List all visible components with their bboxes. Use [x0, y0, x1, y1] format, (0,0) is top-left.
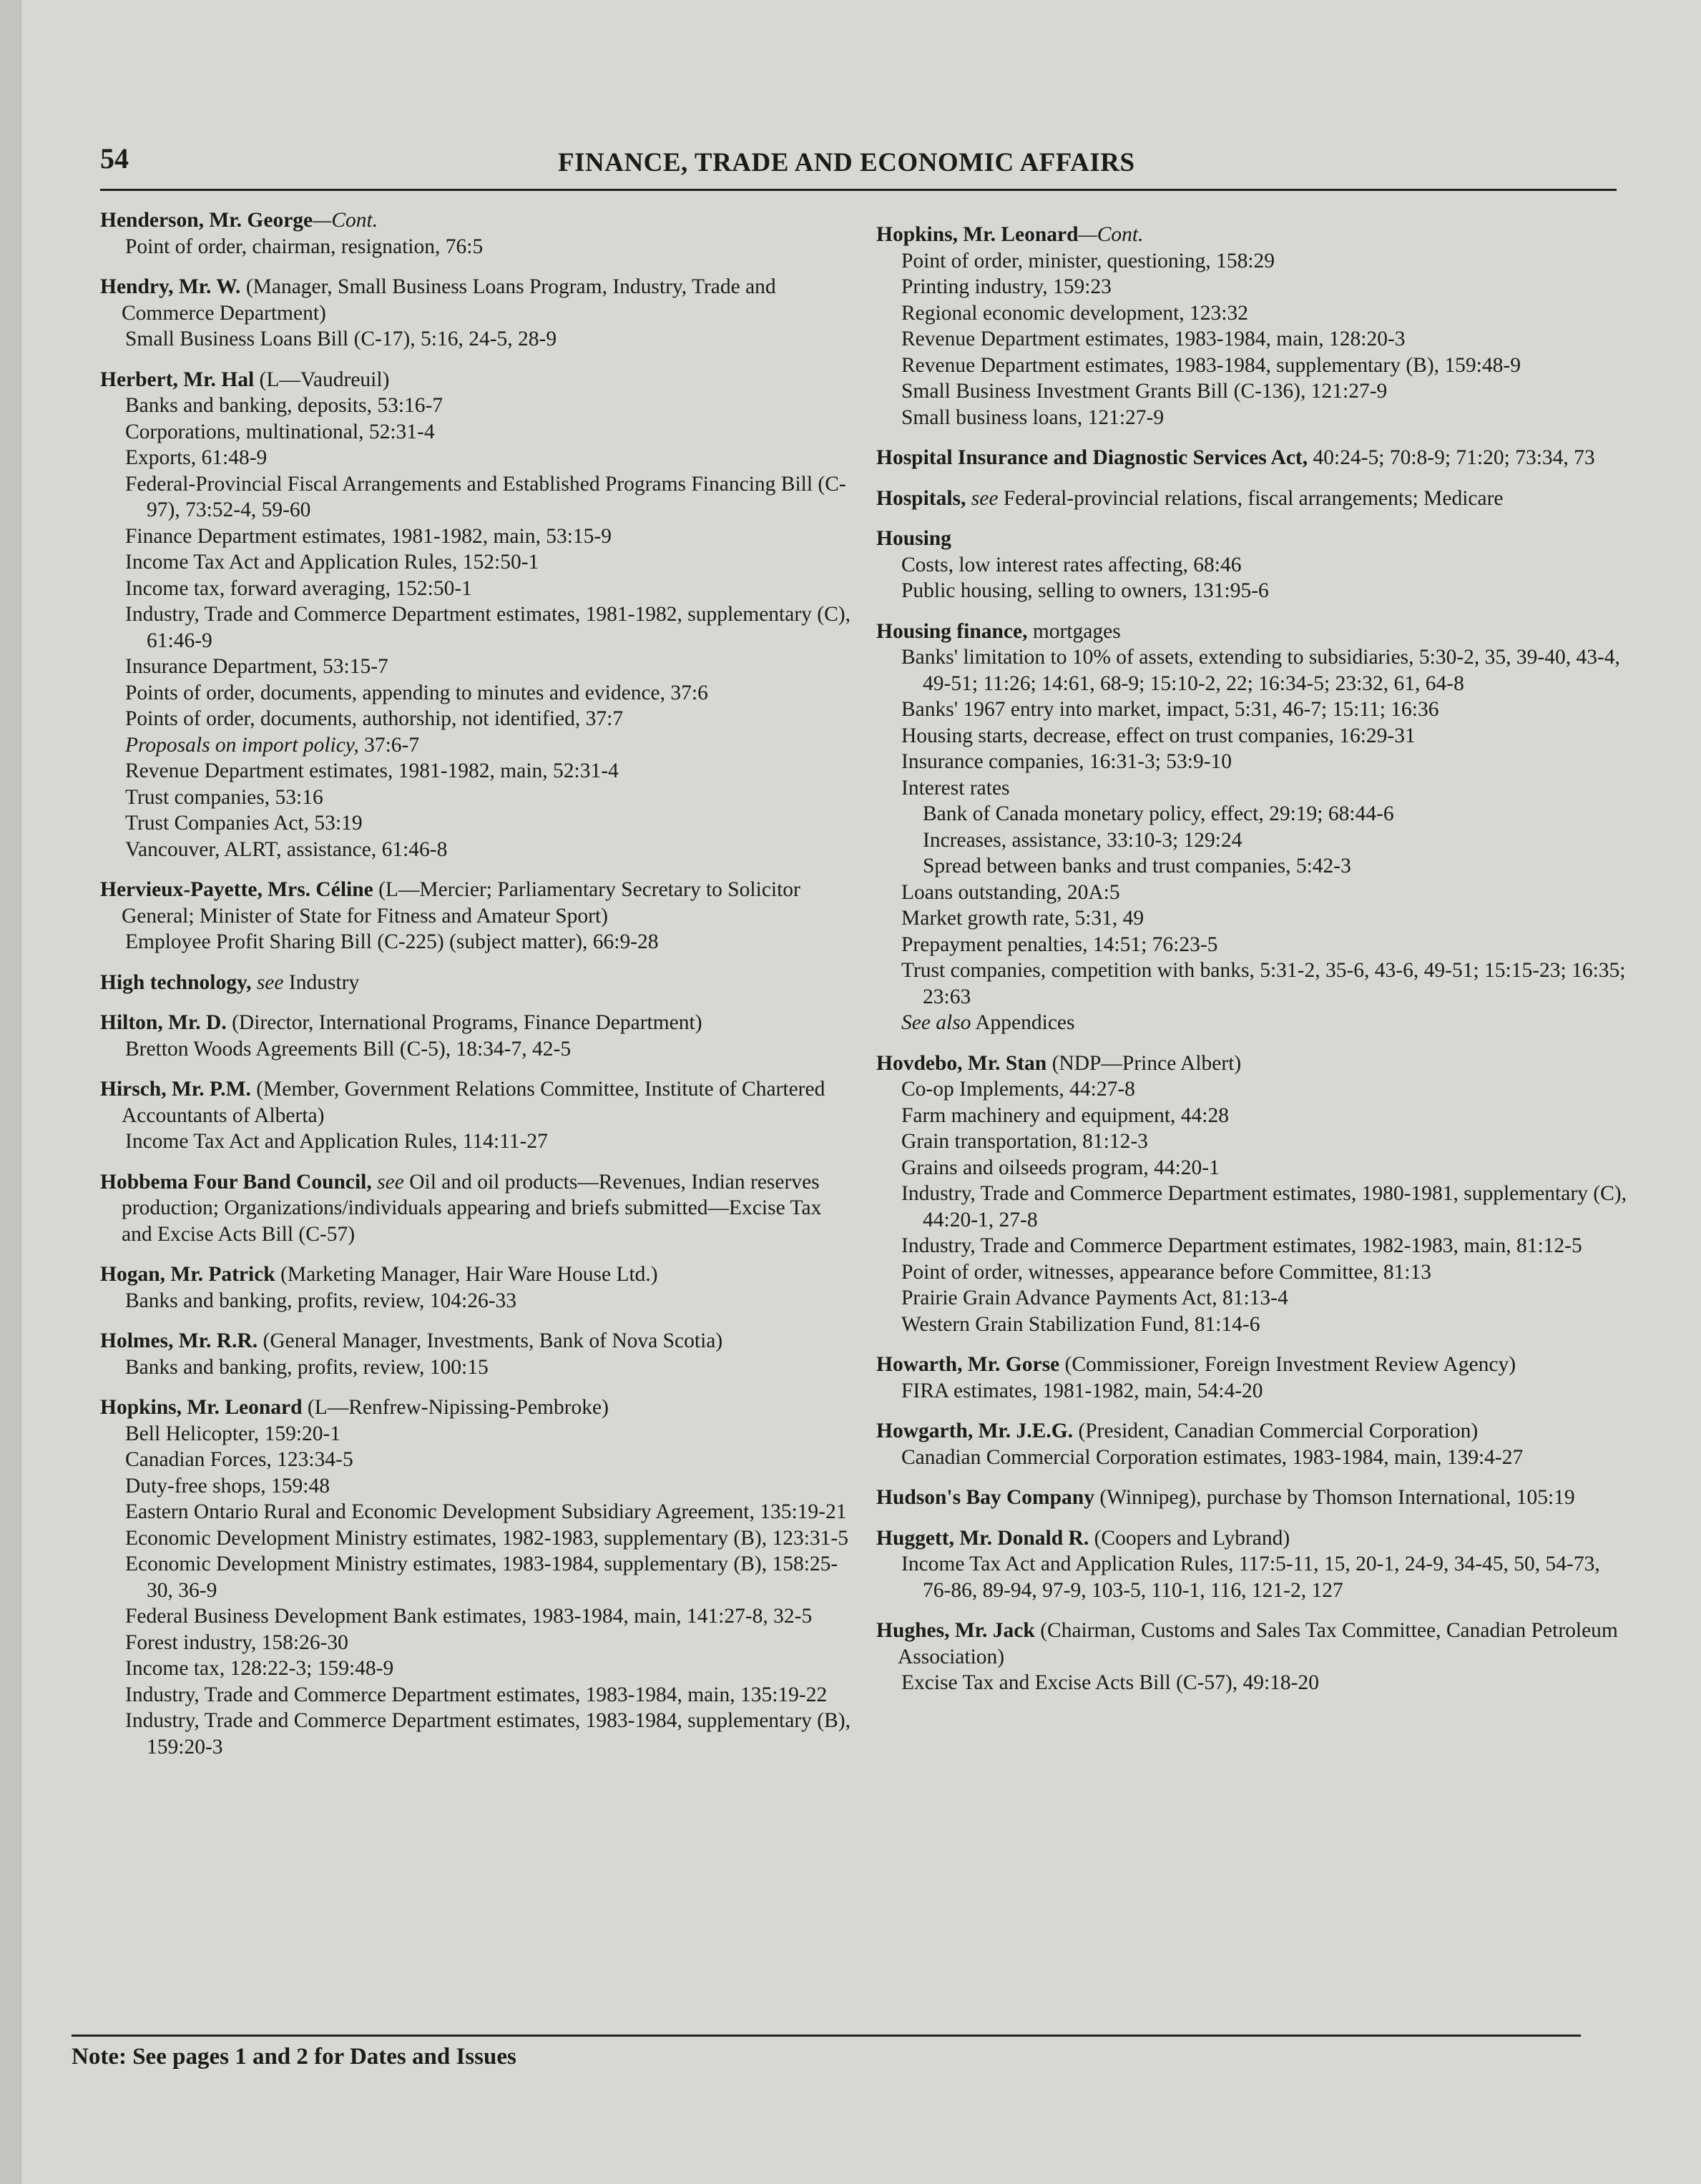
subentry: Point of order, chairman, resignation, 76:5 — [125, 235, 484, 258]
entry-detail: (NDP—Prince Albert) — [1046, 1051, 1242, 1075]
entry-heading — [100, 1394, 851, 1421]
entry-name: Hendry, Mr. W. — [100, 275, 241, 298]
entry-name: Herbert, Mr. Hal — [100, 368, 255, 391]
entry-heading — [876, 1418, 1627, 1445]
subentry: Exports, 61:48-9 — [125, 446, 268, 469]
subentry: Banks and banking, profits, review, 100:15 — [125, 1355, 489, 1379]
entry-heading — [876, 1051, 1627, 1077]
subentry: Industry, Trade and Commerce Department estimates, 1983-1984, supplementary (B), 159:20-3 — [125, 1709, 850, 1758]
entry-heading — [100, 877, 851, 929]
entry-heading: Hospitals, see Federal-provincial relations, fiscal arrangements; Medicare — [876, 486, 1504, 510]
index-entry — [876, 1525, 1627, 1604]
entry-name: Howgarth, Mr. J.E.G. — [876, 1420, 1074, 1442]
subentry: Vancouver, ALRT, assistance, 61:46-8 — [125, 837, 448, 861]
subentry: Banks' limitation to 10% of assets, extending to subsidiaries, 5:30-2, 35, 39-40, 43-4, 49-51; 11:26; 14:61, 68-9; 15:10-2, 22; 16:34-5; 23:32, 61, 64-8 — [901, 646, 1620, 695]
subentry: Public housing, selling to owners, 131:95-6 — [901, 579, 1269, 602]
footer-rule — [72, 2035, 1581, 2037]
subentry: Insurance companies, 16:31-3; 53:9-10 — [901, 750, 1232, 773]
entry-detail: (President, Canadian Commercial Corporation) — [1073, 1420, 1479, 1442]
subentry: Points of order, documents, authorship, not identified, 37:7 — [125, 707, 624, 730]
entry-heading — [100, 1010, 851, 1036]
index-entry — [876, 222, 1627, 431]
entry-name: Hudson's Bay Company — [876, 1486, 1094, 1509]
subentry: Trust companies, 53:16 — [125, 785, 323, 809]
index-entry — [876, 1485, 1627, 1511]
entry-heading — [876, 1352, 1627, 1378]
subentry: Revenue Department estimates, 1983-1984, main, 128:20-3 — [901, 328, 1406, 350]
subentry: Revenue Department estimates, 1983-1984, supplementary (B), 159:48-9 — [901, 353, 1521, 377]
entry-name: Housing finance, — [876, 619, 1028, 643]
subentry: Prepayment penalties, 14:51; 76:23-5 — [901, 933, 1218, 956]
entry-detail: mortgages — [1027, 619, 1121, 643]
subentry: Bank of Canada monetary policy, effect, 29:19; 68:44-6 — [923, 802, 1394, 825]
entry-name: Hovdebo, Mr. Stan — [876, 1051, 1047, 1075]
entry-heading — [100, 367, 851, 393]
entry-name: High technology, — [100, 970, 252, 994]
index-entry — [100, 207, 851, 260]
continued-marker: —Cont. — [1078, 223, 1144, 246]
entry-name: Hospitals, — [876, 486, 966, 510]
entry-name: Hervieux-Payette, Mrs. Céline — [100, 878, 373, 901]
see-reference: see — [971, 486, 999, 510]
subentry: Banks' 1967 entry into market, impact, 5:31, 46-7; 15:11; 16:36 — [901, 698, 1439, 721]
subentry: Grain transportation, 81:12-3 — [901, 1130, 1148, 1153]
subentry: Co-op Implements, 44:27-8 — [901, 1078, 1135, 1101]
continued-marker: —Cont. — [313, 209, 378, 232]
subentry: Corporations, multinational, 52:31-4 — [125, 420, 435, 443]
subentry: Loans outstanding, 20A:5 — [901, 880, 1120, 904]
subentry: Duty-free shops, 159:48 — [125, 1474, 330, 1497]
entry-heading — [100, 1261, 851, 1288]
entry-heading — [100, 1328, 851, 1354]
subentry: Forest industry, 158:26-30 — [125, 1630, 348, 1654]
entry-heading — [876, 1525, 1627, 1552]
subentry: Small business loans, 121:27-9 — [901, 405, 1165, 429]
index-entry — [876, 619, 1627, 1036]
index-entry — [100, 1261, 851, 1314]
subentry: Prairie Grain Advance Payments Act, 81:13-4 — [901, 1287, 1288, 1309]
subentry: Grains and oilseeds program, 44:20-1 — [901, 1156, 1220, 1179]
subentry: Increases, assistance, 33:10-3; 129:24 — [923, 828, 1242, 852]
subentry: Employee Profit Sharing Bill (C-225) (subject matter), 66:9-28 — [125, 930, 659, 953]
subentry: Canadian Forces, 123:34-5 — [125, 1448, 353, 1471]
entry-detail: (Member, Government Relations Committee, Institute of Chartered Accountants of Alberta) — [122, 1078, 825, 1127]
entry-name: Hughes, Mr. Jack — [876, 1619, 1035, 1642]
entry-detail: (Coopers and Lybrand) — [1089, 1526, 1290, 1550]
subentry: Western Grain Stabilization Fund, 81:14-6 — [901, 1312, 1260, 1336]
subentry: Industry, Trade and Commerce Department estimates, 1983-1984, main, 135:19-22 — [125, 1683, 828, 1706]
subentry: Finance Department estimates, 1981-1982, main, 53:15-9 — [125, 524, 612, 548]
subentry: Economic Development Ministry estimates, 1983-1984, supplementary (B), 158:25-30, 36-9 — [125, 1553, 838, 1602]
entry-heading — [100, 1076, 851, 1128]
right-column — [876, 222, 1627, 1711]
subentry: Insurance Department, 53:15-7 — [125, 655, 388, 678]
entry-name: Huggett, Mr. Donald R. — [876, 1526, 1089, 1550]
entry-heading: Hobbema Four Band Council, see Oil and oil products—Revenues, Indian reserves production; Organizations/individuals appearing and briefs submitted—Excise Tax and Excise Acts Bill (C-57) — [100, 1170, 822, 1246]
index-entry — [100, 1076, 851, 1155]
entry-heading — [876, 1485, 1627, 1511]
entry-name: Holmes, Mr. R.R. — [100, 1329, 258, 1352]
entry-heading — [876, 222, 1627, 248]
index-entry — [876, 486, 1627, 512]
subentry: Industry, Trade and Commerce Department estimates, 1981-1982, supplementary (C), 61:46-9 — [125, 603, 850, 652]
subentry-ref: 37:6-7 — [358, 733, 420, 757]
subentry: Bell Helicopter, 159:20-1 — [125, 1422, 341, 1445]
subentry: Point of order, minister, questioning, 158:29 — [901, 249, 1275, 272]
subentry: FIRA estimates, 1981-1982, main, 54:4-20 — [901, 1379, 1263, 1402]
subentry-italic: Proposals on import policy, — [125, 733, 359, 757]
subentry: Income Tax Act and Application Rules, 114:11-27 — [125, 1130, 548, 1153]
index-entry — [876, 1051, 1627, 1338]
entry-heading — [100, 274, 851, 326]
running-header — [100, 142, 1617, 177]
entry-heading — [876, 526, 1627, 552]
subentry-ref: Appendices — [971, 1011, 1075, 1034]
entry-detail: (Manager, Small Business Loans Program, Industry, Trade and Commerce Department) — [122, 275, 776, 325]
entry-name: Henderson, Mr. George — [100, 209, 313, 232]
subentry: Bretton Woods Agreements Bill (C-5), 18:34-7, 42-5 — [125, 1037, 572, 1061]
subentry: Income tax, forward averaging, 152:50-1 — [125, 576, 472, 600]
subentry: Point of order, witnesses, appearance before Committee, 81:13 — [901, 1260, 1432, 1284]
subentry: Market growth rate, 5:31, 49 — [901, 907, 1144, 930]
entry-detail: (General Manager, Investments, Bank of Nova Scotia) — [258, 1329, 723, 1352]
index-entry — [100, 367, 851, 863]
subentry: Federal Business Development Bank estimates, 1983-1984, main, 141:27-8, 32-5 — [125, 1605, 813, 1628]
entry-name: Hilton, Mr. D. — [100, 1011, 227, 1034]
subentry: Excise Tax and Excise Acts Bill (C-57), 49:18-20 — [901, 1671, 1320, 1694]
subentry: Farm machinery and equipment, 44:28 — [901, 1103, 1229, 1127]
index-entry — [100, 1169, 851, 1248]
entry-heading: High technology, see Industry — [100, 970, 360, 994]
subentry: Printing industry, 159:23 — [901, 275, 1112, 298]
entry-name: Hobbema Four Band Council, — [100, 1170, 372, 1194]
binding-edge — [0, 0, 21, 2184]
index-entry — [100, 877, 851, 955]
index-entry — [100, 1328, 851, 1380]
entry-name: Hirsch, Mr. P.M. — [100, 1078, 251, 1101]
footer-note: Note: See pages 1 and 2 for Dates and Issues — [72, 2044, 516, 2070]
index-entry — [100, 1010, 851, 1062]
subentry: Banks and banking, profits, review, 104:26-33 — [125, 1289, 517, 1312]
subentry: Small Business Investment Grants Bill (C-136), 121:27-9 — [901, 380, 1388, 403]
subentry: Housing starts, decrease, effect on trust companies, 16:29-31 — [901, 724, 1416, 747]
entry-heading — [876, 1618, 1627, 1670]
entry-heading — [100, 207, 851, 234]
entry-detail: (L—Renfrew-Nipissing-Pembroke) — [302, 1396, 609, 1419]
subentry: Federal-Provincial Fiscal Arrangements and Established Programs Financing Bill (C-97), 73:52-4, 59-60 — [125, 472, 846, 521]
entry-detail: (Marketing Manager, Hair Ware House Ltd.) — [275, 1263, 658, 1286]
entry-detail: (L—Vaudreuil) — [254, 368, 390, 391]
subentry: Regional economic development, 123:32 — [901, 301, 1248, 325]
subentry: Costs, low interest rates affecting, 68:46 — [901, 553, 1242, 576]
subentry: Points of order, documents, appending to minutes and evidence, 37:6 — [125, 681, 708, 704]
index-entry — [876, 1418, 1627, 1470]
index-entry — [100, 1394, 851, 1760]
index-entry — [876, 1618, 1627, 1696]
index-entry — [100, 970, 851, 996]
subentry: Income Tax Act and Application Rules, 117:5-11, 15, 20-1, 24-9, 34-45, 50, 54-73, 76-86, 89-94, 97-9, 103-5, 110-1, 116, 121-2, 127 — [901, 1553, 1600, 1602]
see-reference: see — [377, 1170, 404, 1194]
subentry: Trust Companies Act, 53:19 — [125, 812, 363, 835]
subentry: Economic Development Ministry estimates, 1982-1983, supplementary (B), 123:31-5 — [125, 1526, 849, 1550]
entry-heading — [876, 445, 1627, 471]
see-reference: see — [256, 970, 284, 994]
entry-detail: (Director, International Programs, Finance Department) — [226, 1011, 702, 1034]
subentry: Income tax, 128:22-3; 159:48-9 — [125, 1657, 394, 1680]
index-entry — [876, 445, 1627, 471]
subentry: Revenue Department estimates, 1981-1982, main, 52:31-4 — [125, 759, 619, 782]
header-rule — [100, 189, 1617, 191]
entry-name: Housing — [876, 527, 951, 550]
subentry: Interest rates — [901, 776, 1010, 800]
index-entry — [876, 526, 1627, 604]
subentry — [100, 732, 851, 759]
left-column — [100, 207, 851, 1774]
subentry: Spread between banks and trust companies, 5:42-3 — [923, 855, 1351, 877]
subentry: Small Business Loans Bill (C-17), 5:16, 24-5, 28-9 — [125, 328, 557, 350]
entry-name: Hopkins, Mr. Leonard — [100, 1396, 303, 1419]
entry-heading — [876, 619, 1627, 645]
subentry-italic: See also — [901, 1011, 971, 1034]
entry-name: Hopkins, Mr. Leonard — [876, 223, 1079, 246]
entry-name: Hospital Insurance and Diagnostic Services Act, — [876, 446, 1308, 469]
subentry — [876, 1010, 1627, 1036]
subentry: Trust companies, competition with banks, 5:31-2, 35-6, 43-6, 49-51; 15:15-23; 16:35; 23:63 — [901, 959, 1626, 1008]
subentry: Income Tax Act and Application Rules, 152:50-1 — [125, 551, 539, 574]
subentry: Banks and banking, deposits, 53:16-7 — [125, 394, 443, 417]
entry-detail: (Commissioner, Foreign Investment Review Agency) — [1059, 1353, 1516, 1376]
subentry: Industry, Trade and Commerce Department estimates, 1982-1983, main, 81:12-5 — [901, 1234, 1582, 1257]
entry-name: Hogan, Mr. Patrick — [100, 1263, 275, 1286]
subentry: Eastern Ontario Rural and Economic Development Subsidiary Agreement, 135:19-21 — [125, 1500, 847, 1523]
entry-detail: 40:24-5; 70:8-9; 71:20; 73:34, 73 — [1308, 446, 1595, 469]
subentry: Industry, Trade and Commerce Department estimates, 1980-1981, supplementary (C), 44:20-1, 27-8 — [901, 1182, 1627, 1231]
entry-detail: (Chairman, Customs and Sales Tax Committee, Canadian Petroleum Association) — [898, 1619, 1618, 1668]
index-entry — [100, 274, 851, 353]
entry-name: Howarth, Mr. Gorse — [876, 1353, 1060, 1376]
page-number: 54 — [100, 142, 129, 174]
page-title: FINANCE, TRADE AND ECONOMIC AFFAIRS — [558, 148, 1135, 177]
entry-detail: (Winnipeg), purchase by Thomson International, 105:19 — [1094, 1486, 1575, 1509]
subentry: Canadian Commercial Corporation estimates, 1983-1984, main, 139:4-27 — [901, 1445, 1524, 1469]
index-entry — [876, 1352, 1627, 1404]
entry-detail: (L—Mercier; Parliamentary Secretary to Solicitor General; Minister of State for Fitness and Amateur Sport) — [122, 878, 800, 928]
